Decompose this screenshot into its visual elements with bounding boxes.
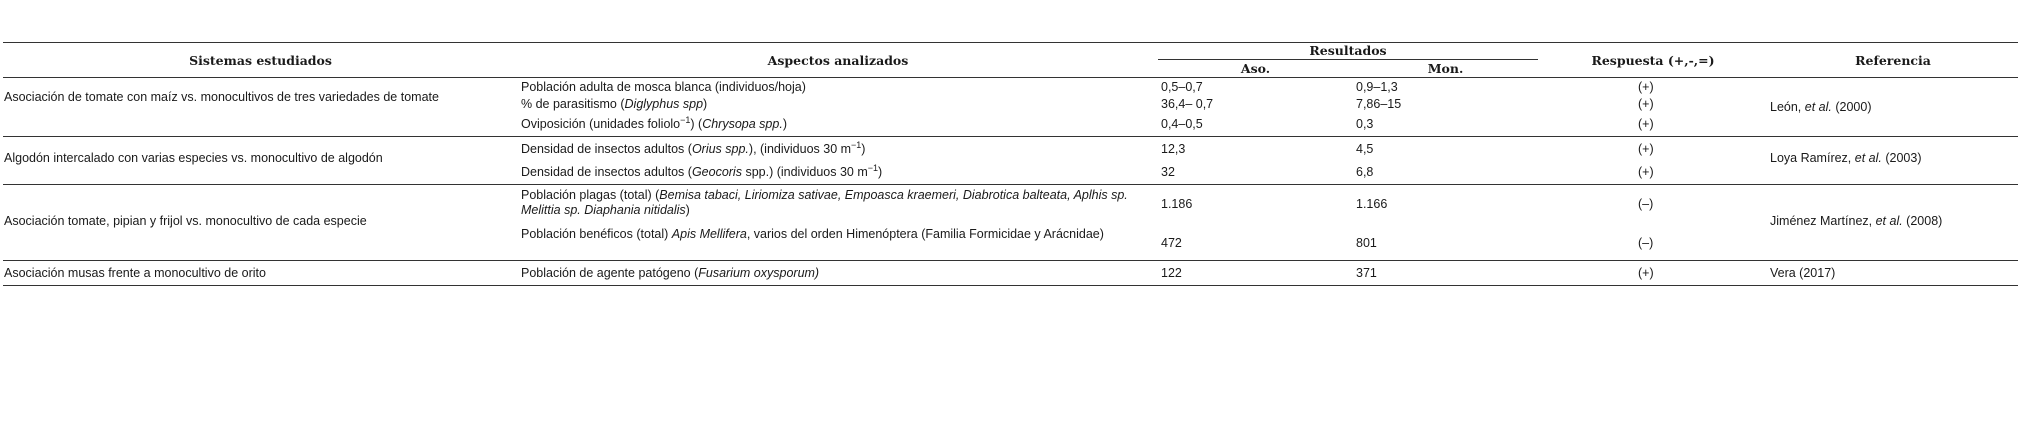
group-divider-rule <box>3 260 2018 261</box>
aso-value: 472 <box>1161 236 1182 250</box>
response-value: (+) <box>1638 97 1654 111</box>
header-sistemas: Sistemas estudiados <box>189 53 332 68</box>
aspect-cell: Densidad de insectos adultos (Geocoris spp.) (individuos 30 $m^{-1}$) <box>521 163 883 179</box>
aspect-cell: Densidad de insectos adultos (Orius spp.), (individuos 30 $m^{-1}$) <box>521 140 866 156</box>
reference-cell: Loya Ramírez, et al. (2003) <box>1770 151 1922 165</box>
system-cell: Algodón intercalado con varias especies vs. monocultivo de algodón <box>4 151 383 165</box>
header-bottom-rule <box>3 77 2018 78</box>
aso-value: 0,4–0,5 <box>1161 117 1203 131</box>
mon-value: 1.166 <box>1356 197 1388 211</box>
aspect-cell: Oviposición (unidades foliolo$^{-1}$) (Chrysopa spp.) <box>521 115 787 131</box>
header-mon: Mon. <box>1427 61 1464 76</box>
aso-value: 32 <box>1161 165 1175 179</box>
table-bottom-rule <box>3 285 2018 286</box>
response-value: (–) <box>1638 197 1654 211</box>
response-value: (+) <box>1638 117 1654 131</box>
header-referencia: Referencia <box>1855 53 1931 68</box>
aspect-cell: Población plagas (total) (Bemisa tabaci, Liriomiza sativae, Empoasca kraemeri, Diabrotica balteata, Aplhis sp. Melittia sp. Diaphania nitidalis) <box>521 188 1128 217</box>
mon-value: 6,8 <box>1356 165 1374 179</box>
reference-cell: Vera (2017) <box>1770 266 1836 280</box>
header-aspectos: Aspectos analizados <box>767 53 909 68</box>
system-cell: Asociación de tomate con maíz vs. monocultivos de tres variedades de tomate <box>4 90 439 104</box>
table-top-rule <box>3 42 2018 43</box>
response-value: (–) <box>1638 236 1654 250</box>
mon-value: 801 <box>1356 236 1377 250</box>
mon-value: 7,86–15 <box>1356 97 1402 111</box>
mon-value: 0,3 <box>1356 117 1374 131</box>
aso-value: 0,5–0,7 <box>1161 80 1203 94</box>
header-aso: Aso. <box>1240 61 1271 76</box>
aso-value: 12,3 <box>1161 142 1186 156</box>
mon-value: 0,9–1,3 <box>1356 80 1398 94</box>
response-value: (+) <box>1638 80 1654 94</box>
response-value: (+) <box>1638 266 1654 280</box>
aspect-cell: Población de agente patógeno (Fusarium oxysporum) <box>521 266 820 280</box>
response-value: (+) <box>1638 142 1654 156</box>
mon-value: 371 <box>1356 266 1377 280</box>
aspect-cell: Población benéficos (total) Apis Mellifera, varios del orden Himenóptera (Familia Formicidae y Arácnidae) <box>521 227 1104 241</box>
aspect-cell: Población adulta de mosca blanca (individuos/hoja) <box>521 80 806 94</box>
mon-value: 4,5 <box>1356 142 1374 156</box>
aso-value: 122 <box>1161 266 1182 280</box>
group-divider-rule <box>3 184 2018 185</box>
header-resultados: Resultados <box>1309 43 1387 58</box>
header-respuesta: Respuesta (+,-,=) <box>1591 53 1715 68</box>
aspect-cell: % de parasitismo (Diglyphus spp) <box>521 97 708 111</box>
aso-value: 36,4– 0,7 <box>1161 97 1214 111</box>
response-value: (+) <box>1638 165 1654 179</box>
reference-cell: León, et al. (2000) <box>1770 100 1872 114</box>
system-cell: Asociación musas frente a monocultivo de orito <box>4 266 266 280</box>
system-cell: Asociación tomate, pipian y frijol vs. monocultivo de cada especie <box>4 214 367 228</box>
group-divider-rule <box>3 136 2018 137</box>
reference-cell: Jiménez Martínez, et al. (2008) <box>1770 214 1943 228</box>
aso-value: 1.186 <box>1161 197 1193 211</box>
